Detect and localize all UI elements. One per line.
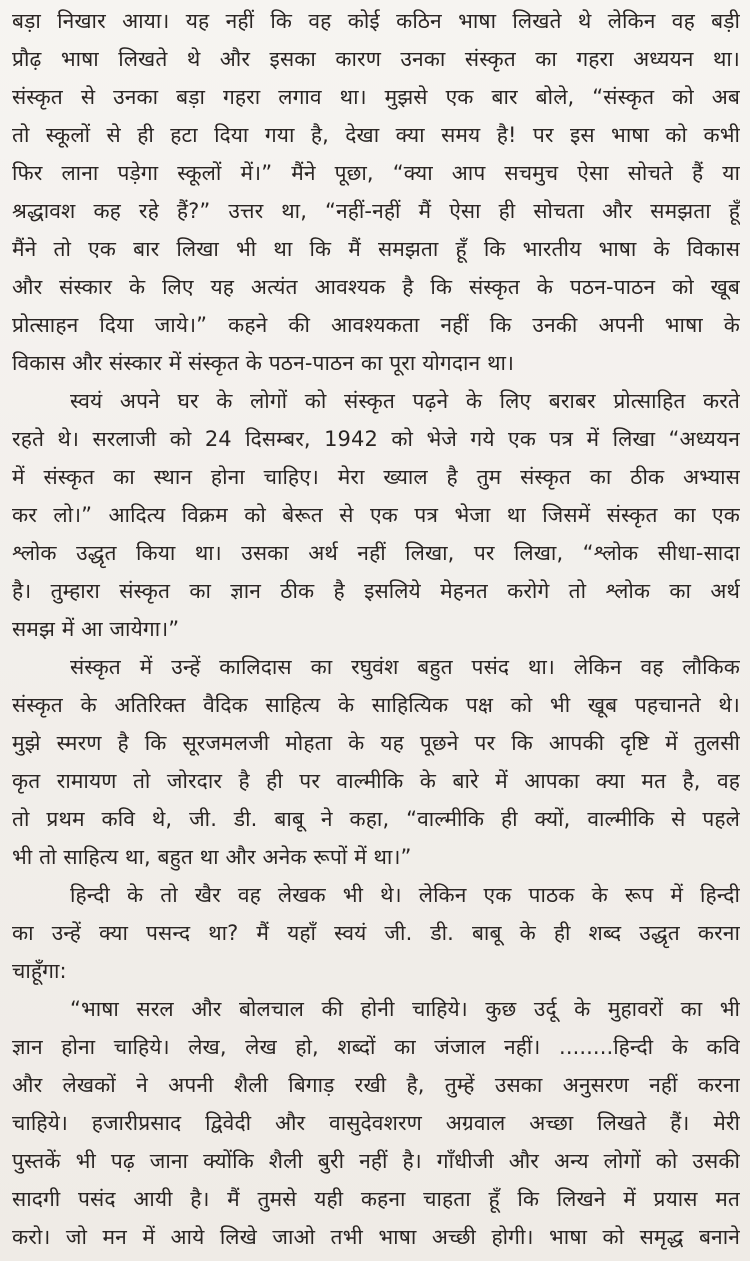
text-line: और लेखकों ने अपनी शैली बिगाड़ रखी है, तुम्हें उसका अनुसरण नहीं करना [12,1073,740,1097]
text-line: संस्कृत से उनका बड़ा गहरा लगाव था। मुझसे एक बार बोले, “संस्कृत को अब [12,85,740,109]
text-line: करो। जो मन में आये लिखे जाओ तभी भाषा अच्छी होगी। भाषा को समृद्ध बनाने [12,1225,740,1249]
text-line: में संस्कृत का स्थान होना चाहिए। मेरा ख्याल है तुम संस्कृत का ठीक अभ्यास [12,465,740,489]
text-line: फिर लाना पड़ेगा स्कूलों में।” मैंने पूछा, “क्या आप सचमुच ऐसा सोचते हैं या [12,161,740,185]
text-line: प्रौढ़ भाषा लिखते थे और इसका कारण उनका संस्कृत का गहरा अध्ययन था। [12,47,740,71]
text-line: सादगी पसंद आयी है। मैं तुमसे यही कहना चाहता हूँ कि लिखने में प्रयास मत [12,1187,740,1211]
text-line: तो प्रथम कवि थे, जी. डी. बाबू ने कहा, “वाल्मीकि ही क्यों, वाल्मीकि से पहले [12,807,740,831]
text-line: पुस्तकें भी पढ़ जाना क्योंकि शैली बुरी नहीं है। गाँधीजी और अन्य लोगों को उसकी [12,1149,740,1173]
paragraph-start-line: स्वयं अपने घर के लोगों को संस्कृत पढ़ने के लिए बराबर प्रोत्साहित करते [70,389,740,413]
text-line: तो स्कूलों से ही हटा दिया गया है, देखा क्या समय है! पर इस भाषा को कभी [12,123,740,147]
text-line: का उन्हें क्या पसन्द था? मैं यहाँ स्वयं जी. डी. बाबू के ही शब्द उद्धृत करना [12,921,740,945]
text-line: मुझे स्मरण है कि सूरजमलजी मोहता के यह पूछने पर कि आपकी दृष्टि में तुलसी [12,731,740,755]
text-line: समझ में आ जायेगा।” [12,617,180,641]
text-line: बड़ा निखार आया। यह नहीं कि वह कोई कठिन भाषा लिखते थे लेकिन वह बड़ी [12,9,740,33]
quote-start-line: “भाषा सरल और बोलचाल की होनी चाहिये। कुछ उर्दू के मुहावरों का भी [70,997,740,1021]
text-line: श्रद्धावश कह रहे हैं?” उत्तर था, “नहीं-नहीं मैं ऐसा ही सोचता और समझता हूँ [12,199,740,223]
text-line: ज्ञान होना चाहिये। लेख, लेख हो, शब्दों का जंजाल नहीं। ........हिन्दी के कवि [12,1035,740,1059]
paragraph-start-line: हिन्दी के तो खैर वह लेखक भी थे। लेकिन एक पाठक के रूप में हिन्दी [70,883,740,907]
text-line: चाहिये। हजारीप्रसाद द्विवेदी और वासुदेवशरण अग्रवाल अच्छा लिखते हैं। मेरी [12,1111,740,1135]
text-line: चाहूँगा: [12,959,67,983]
text-line: श्लोक उद्धृत किया था। उसका अर्थ नहीं लिखा, पर लिखा, “श्लोक सीधा-सादा [12,541,740,565]
text-line: विकास और संस्कार में संस्कृत के पठन-पाठन का पूरा योगदान था। [12,351,515,375]
body-text [12,2,740,1256]
text-line: भी तो साहित्य था, बहुत था और अनेक रूपों में था।” [12,845,412,869]
text-line: रहते थे। सरलाजी को 24 दिसम्बर, 1942 को भेजे गये एक पत्र में लिखा “अध्ययन [12,427,740,451]
text-line: है। तुम्हारा संस्कृत का ज्ञान ठीक है इसलिये मेहनत करोगे तो श्लोक का अर्थ [12,579,740,603]
text-line: कृत रामायण तो जोरदार है ही पर वाल्मीकि के बारे में आपका क्या मत है, वह [12,769,740,793]
text-line: संस्कृत के अतिरिक्त वैदिक साहित्य के साहित्यिक पक्ष को भी खूब पहचानते थे। [12,693,740,717]
paragraph-start-line: संस्कृत में उन्हें कालिदास का रघुवंश बहुत पसंद था। लेकिन वह लौकिक [70,655,740,679]
text-line: प्रोत्साहन दिया जाये।” कहने की आवश्यकता नहीं कि उनकी अपनी भाषा के [12,313,740,337]
text-line: कर लो।” आदित्य विक्रम को बेरूत से एक पत्र भेजा था जिसमें संस्कृत का एक [12,503,740,527]
text-line: मैंने तो एक बार लिखा भी था कि मैं समझता हूँ कि भारतीय भाषा के विकास [12,237,740,261]
text-line: और संस्कार के लिए यह अत्यंत आवश्यक है कि संस्कृत के पठन-पाठन को खूब [12,275,740,299]
